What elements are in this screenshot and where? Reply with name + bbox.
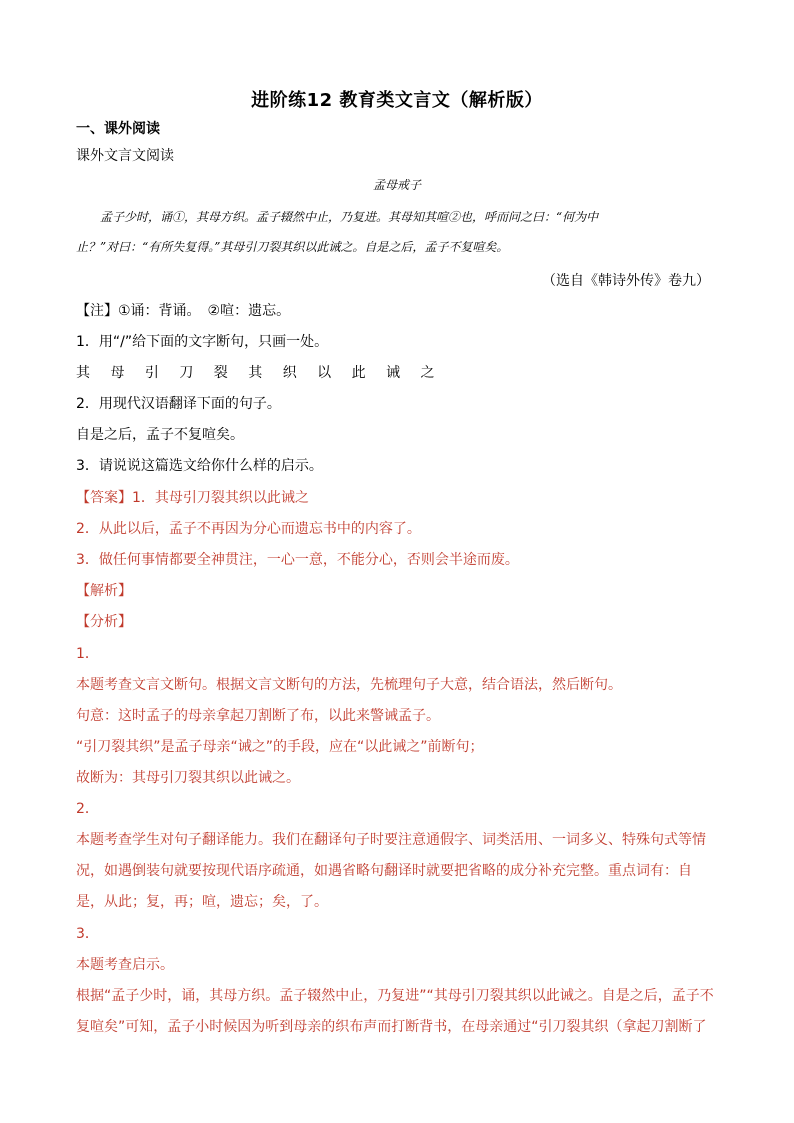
answer-3: 3．做任何事情都要全神贯注，一心一意，不能分心，否则会半途而废。 bbox=[76, 552, 519, 568]
analysis-line-10: 3． bbox=[76, 926, 99, 942]
analysis-line-7: 本题考查学生对句子翻译能力。我们在翻译句子时要注意通假字、词类活用、一词多义、特殊句式等情 bbox=[76, 832, 706, 848]
analysis-line-2: 本题考查文言文断句。根据文言文断句的方法，先梳理句子大意，结合语法，然后断句。 bbox=[76, 677, 622, 693]
question-2-text: 自是之后，孟子不复喧矣。 bbox=[76, 427, 244, 443]
question-1: 1．用“/”给下面的文字断句，只画一处。 bbox=[76, 334, 329, 350]
question-2: 2．用现代汉语翻译下面的句子。 bbox=[76, 396, 281, 412]
notes: 【注】①诵：背诵。 ②喧：遗忘。 bbox=[76, 303, 291, 319]
analysis-line-11: 本题考查启示。 bbox=[76, 957, 174, 973]
answer-1-row bbox=[76, 488, 309, 508]
subheading: 课外文言文阅读 bbox=[76, 148, 174, 164]
question-1-text: 其 母 引 刀 裂 其 织 以 此 诫 之 bbox=[76, 365, 443, 381]
passage-line-2: 止？”对曰：“有所失复得。”其母引刀裂其织以此诫之。自是之后，孟子不复喧矣。 bbox=[76, 240, 509, 254]
question-3: 3．请说说这篇选文给你什么样的启示。 bbox=[76, 458, 323, 474]
analysis-label: 【解析】 bbox=[76, 583, 132, 599]
answer-2: 2．从此以后，孟子不再因为分心而遗忘书中的内容了。 bbox=[76, 521, 421, 537]
passage-title: 孟母戒子 bbox=[372, 178, 421, 192]
analysis-line-13: 复喧矣”可知，孟子小时候因为听到母亲的织布声而打断背书，在母亲通过“引刀裂其织（拿起刀割断了 bbox=[76, 1019, 707, 1035]
answer-label: 【答案】 bbox=[76, 490, 132, 506]
passage-line-1: 孟子少时，诵①，其母方织。孟子辍然中止，乃复进。其母知其喧②也，呼而问之曰：“何为中 bbox=[100, 210, 599, 224]
analysis-line-4: “引刀裂其织”是孟子母亲“诫之”的手段，应在“以此诫之”前断句； bbox=[76, 739, 484, 755]
analysis-line-6: 2． bbox=[76, 801, 99, 817]
analysis-line-1: 1． bbox=[76, 646, 99, 662]
page-title: 进阶练12 教育类文言文（解析版） bbox=[251, 90, 543, 111]
analysis-line-8: 况，如遇倒装句就要按现代语序疏通，如遇省略句翻译时就要把省略的成分补充完整。重点词有：自 bbox=[76, 863, 692, 879]
analysis-line-12: 根据“孟子少时，诵，其母方织。孟子辍然中止，乃复进”“其母引刀裂其织以此诫之。自是之后，孟子不 bbox=[76, 988, 714, 1004]
passage-source: （选自《韩诗外传》卷九） bbox=[542, 273, 710, 289]
analysis-line-5: 故断为：其母引刀裂其织以此诫之。 bbox=[76, 770, 300, 786]
analysis-line-3: 句意：这时孟子的母亲拿起刀割断了布，以此来警诫孟子。 bbox=[76, 708, 440, 724]
fenxi-label: 【分析】 bbox=[76, 614, 132, 630]
analysis-line-9: 是，从此；复，再；喧，遗忘；矣，了。 bbox=[76, 894, 328, 910]
section-heading: 一、课外阅读 bbox=[76, 121, 160, 137]
answer-1: 1．其母引刀裂其织以此诫之 bbox=[132, 490, 309, 506]
